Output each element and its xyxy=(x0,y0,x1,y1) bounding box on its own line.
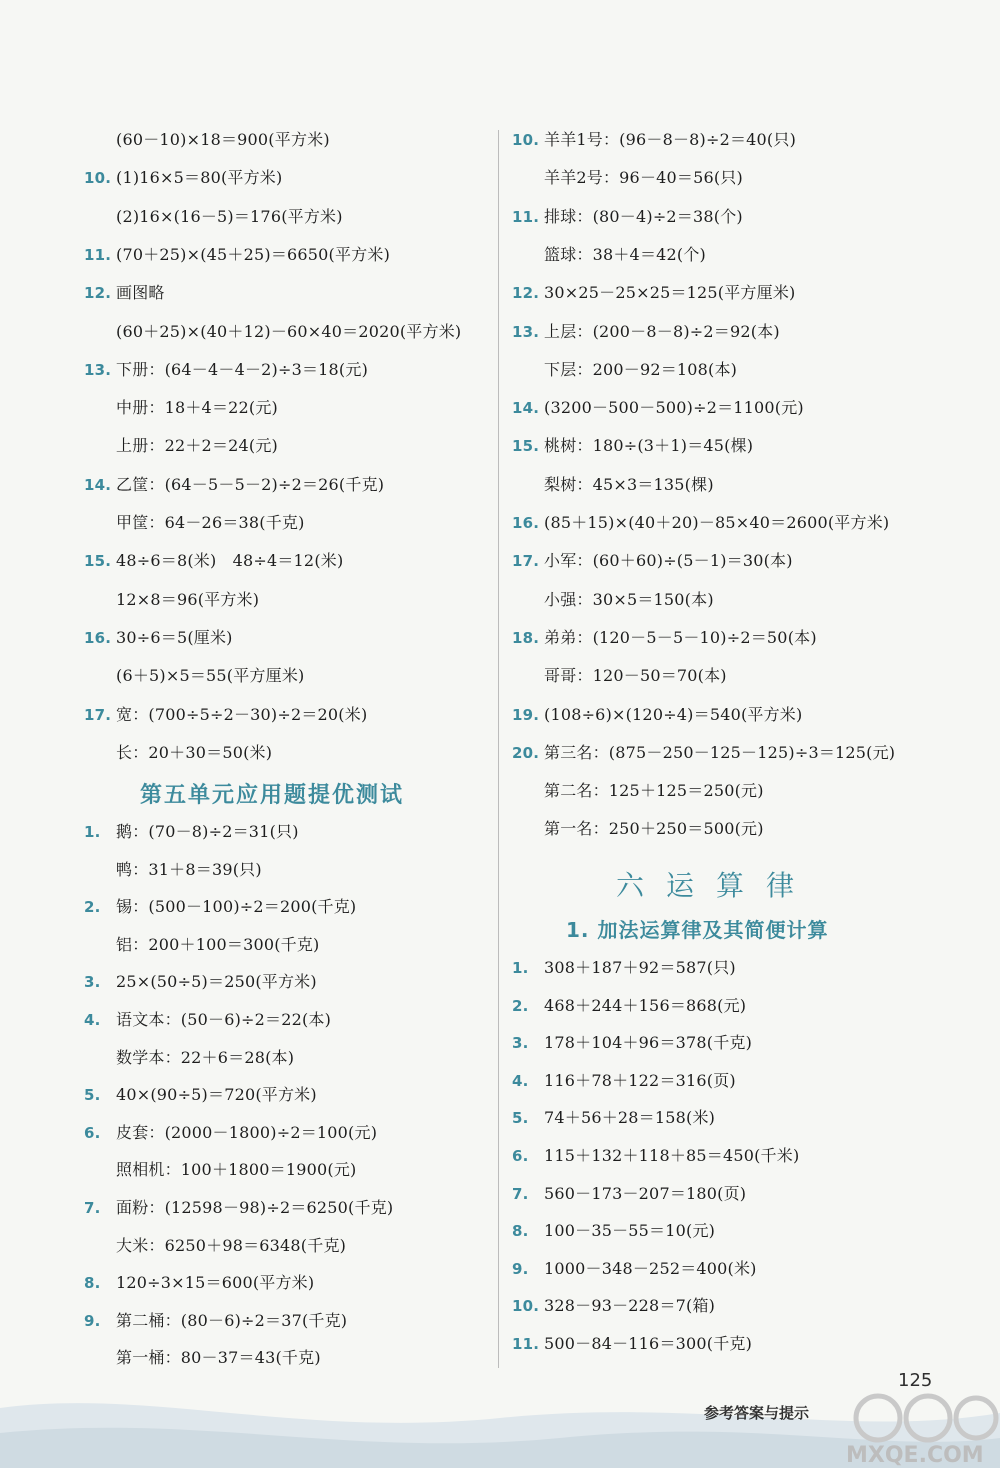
answer-line xyxy=(512,283,795,303)
answer-text: 25×(50÷5)＝250(平方米) xyxy=(116,972,317,992)
answer-text: 116＋78＋122＝316(页) xyxy=(544,1070,736,1090)
answer-line xyxy=(84,360,368,380)
answer-text: 下层：200－92＝108(本) xyxy=(544,359,738,379)
answer-text: 哥哥：120－50＝70(本) xyxy=(544,666,727,686)
answer-line xyxy=(512,513,889,533)
answer-text: 下册：(64－4－4－2)÷3＝18(元) xyxy=(116,359,369,379)
column-divider xyxy=(498,130,499,1368)
answer-text: 梨树：45×3＝135(棵) xyxy=(544,474,714,494)
answer-line xyxy=(84,398,278,418)
answer-line xyxy=(512,628,817,648)
answer-text: 皮套：(2000－1800)÷2＝100(元) xyxy=(116,1122,378,1142)
answer-line xyxy=(512,1184,746,1204)
answer-line xyxy=(84,705,367,725)
answer-text: 第一桶：80－37＝43(千克) xyxy=(116,1348,321,1368)
question-number: 19. xyxy=(512,705,540,724)
answer-line xyxy=(512,1146,799,1166)
question-number: 10. xyxy=(512,1297,540,1316)
answer-line xyxy=(512,996,746,1016)
watermark-logo xyxy=(840,1392,1000,1468)
answer-text: 小强：30×5＝150(本) xyxy=(544,589,714,609)
answer-line xyxy=(512,398,804,418)
answer-line xyxy=(84,551,343,571)
answer-text: 鹅：(70－8)÷2＝31(只) xyxy=(116,822,299,841)
answer-text: 宽：(700÷5÷2－30)÷2＝20(米) xyxy=(116,704,368,724)
answer-text: 中册：18＋4＝22(元) xyxy=(116,398,278,418)
answer-line xyxy=(84,436,278,456)
answer-line xyxy=(512,475,714,495)
answer-text: (2)16×(16－5)＝176(平方米) xyxy=(116,206,343,226)
question-number: 2. xyxy=(512,996,529,1015)
question-number: 8. xyxy=(84,1274,101,1293)
answer-text: 长：20＋30＝50(米) xyxy=(116,742,273,762)
question-number: 15. xyxy=(512,437,540,456)
answer-text: (3200－500－500)÷2＝1100(元) xyxy=(544,398,804,418)
question-number: 2. xyxy=(84,898,101,917)
answer-line xyxy=(84,513,305,533)
answer-text: 篮球：38＋4＝42(个) xyxy=(544,244,706,264)
answer-line xyxy=(84,322,461,342)
question-number: 13. xyxy=(512,322,540,341)
unit6-subheading: 1. 加法运算律及其简便计算 xyxy=(566,918,829,942)
question-number: 11. xyxy=(512,207,540,226)
answer-text: 468＋244＋156＝868(元) xyxy=(544,995,747,1015)
answer-text: 第二桶：(80－6)÷2＝37(千克) xyxy=(116,1310,348,1330)
page-number: 125 xyxy=(898,1370,933,1391)
answer-line xyxy=(84,207,343,227)
question-number: 10. xyxy=(84,169,112,188)
answer-text: 大米：6250＋98＝6348(千克) xyxy=(116,1235,347,1255)
answer-text: 178＋104＋96＝378(千克) xyxy=(544,1033,753,1053)
question-number: 9. xyxy=(84,1311,101,1330)
answer-text: 30÷6＝5(厘米) xyxy=(116,627,233,647)
answer-line xyxy=(84,1160,356,1180)
answer-text: 羊羊2号：96－40＝56(只) xyxy=(544,168,743,188)
question-number: 11. xyxy=(512,1335,540,1353)
unit5-heading: 第五单元应用题提优测试 xyxy=(140,783,405,808)
answer-line xyxy=(512,1221,715,1241)
answer-line xyxy=(84,475,384,495)
answer-text: 308＋187＋92＝587(只) xyxy=(544,958,736,977)
answer-line xyxy=(84,897,356,917)
answer-line xyxy=(84,628,233,648)
question-number: 6. xyxy=(512,1147,529,1165)
answer-text: 第三名：(875－250－125－125)÷3＝125(元) xyxy=(544,742,896,762)
answer-line xyxy=(512,1108,715,1128)
answer-line xyxy=(84,860,262,880)
answer-text: 500－84－116＝300(千克) xyxy=(544,1334,753,1353)
answer-line xyxy=(512,666,727,686)
answer-line xyxy=(84,1348,321,1368)
answer-text: (85＋15)×(40＋20)－85×40＝2600(平方米) xyxy=(544,513,890,532)
question-number: 20. xyxy=(512,743,540,762)
answer-text: 桃树：180÷(3＋1)＝45(棵) xyxy=(544,436,754,456)
answer-text: (1)16×5＝80(平方米) xyxy=(116,168,283,188)
question-number: 7. xyxy=(84,1199,101,1217)
answer-line xyxy=(512,958,736,978)
answer-text: 画图略 xyxy=(116,283,165,303)
question-number: 6. xyxy=(84,1123,101,1142)
answer-line xyxy=(84,130,330,150)
question-number: 1. xyxy=(84,823,101,841)
answer-line xyxy=(84,822,299,842)
answer-text: 照相机：100＋1800＝1900(元) xyxy=(116,1160,357,1180)
question-number: 17. xyxy=(84,705,112,724)
question-number: 3. xyxy=(512,1034,529,1053)
question-number: 5. xyxy=(512,1109,529,1128)
answer-line xyxy=(84,245,390,265)
question-number: 3. xyxy=(84,973,101,992)
answer-line xyxy=(512,322,780,342)
watermark-text: MXQE.COM xyxy=(846,1443,984,1468)
question-number: 11. xyxy=(84,245,112,264)
answer-line xyxy=(512,743,895,763)
answer-text: 铝：200＋100＝300(千克) xyxy=(116,934,320,954)
answer-text: 弟弟：(120－5－5－10)÷2＝50(本) xyxy=(544,627,817,647)
answer-text: 乙筐：(64－5－5－2)÷2＝26(千克) xyxy=(116,474,385,494)
answer-text: 上册：22＋2＝24(元) xyxy=(116,436,278,456)
answer-line xyxy=(512,1296,715,1316)
answer-line xyxy=(84,1085,317,1105)
footer-label: 参考答案与提示 xyxy=(704,1404,810,1422)
answer-text: 12×8＝96(平方米) xyxy=(116,589,260,609)
answer-line xyxy=(512,245,706,265)
answer-line xyxy=(84,666,304,686)
answer-text: 560－173－207＝180(页) xyxy=(544,1183,747,1203)
answer-line xyxy=(512,436,753,456)
answer-text: 小军：(60＋60)÷(5－1)＝30(本) xyxy=(544,551,793,571)
unit6-heading: 六运算律 xyxy=(616,869,817,902)
answer-text: 328－93－228＝7(箱) xyxy=(544,1296,716,1316)
answer-line xyxy=(84,1010,331,1030)
question-number: 16. xyxy=(512,514,540,532)
answer-text: 74＋56＋28＝158(米) xyxy=(544,1108,716,1128)
answer-line xyxy=(84,1311,347,1331)
answer-text: 第一名：250＋250＝500(元) xyxy=(544,819,764,839)
answer-text: 数学本：22＋6＝28(本) xyxy=(116,1047,295,1067)
question-number: 5. xyxy=(84,1086,101,1105)
question-number: 4. xyxy=(84,1011,101,1029)
question-number: 15. xyxy=(84,552,112,571)
answer-text: 甲筐：64－26＝38(千克) xyxy=(116,513,305,532)
answer-text: 120÷3×15＝600(平方米) xyxy=(116,1273,315,1293)
answer-text: 100－35－55＝10(元) xyxy=(544,1221,716,1241)
question-number: 18. xyxy=(512,628,540,647)
question-number: 7. xyxy=(512,1184,529,1203)
answer-line xyxy=(512,1071,736,1091)
answer-text: 排球：(80－4)÷2＝38(个) xyxy=(544,206,743,226)
answer-text: 语文本：(50－6)÷2＝22(本) xyxy=(116,1010,332,1029)
answer-line xyxy=(512,819,764,839)
answer-text: 鸭：31＋8＝39(只) xyxy=(116,859,262,879)
answer-text: 48÷6＝8(米) 48÷4＝12(米) xyxy=(116,551,344,571)
answer-text: 羊羊1号：(96－8－8)÷2＝40(只) xyxy=(544,130,797,149)
question-number: 4. xyxy=(512,1071,529,1090)
answer-line xyxy=(512,590,714,610)
question-number: 1. xyxy=(512,959,529,977)
answer-text: 面粉：(12598－98)÷2＝6250(千克) xyxy=(116,1198,394,1217)
question-number: 13. xyxy=(84,360,112,379)
question-number: 14. xyxy=(512,399,540,418)
answer-line xyxy=(84,1273,314,1293)
answer-text: 30×25－25×25＝125(平方厘米) xyxy=(544,283,796,303)
question-number: 10. xyxy=(512,131,540,149)
answer-line xyxy=(512,1033,752,1053)
answer-line xyxy=(512,1259,757,1279)
question-number: 16. xyxy=(84,628,112,647)
answer-line xyxy=(84,1123,377,1143)
answer-line xyxy=(84,1236,346,1256)
question-number: 12. xyxy=(512,284,540,303)
answer-text: 第二名：125＋125＝250(元) xyxy=(544,781,764,801)
answer-text: 上层：(200－8－8)÷2＝92(本) xyxy=(544,321,780,341)
answer-line xyxy=(512,551,793,571)
answer-line xyxy=(512,705,802,725)
answer-text: (60＋25)×(40＋12)－60×40＝2020(平方米) xyxy=(116,321,462,341)
answer-text: (70＋25)×(45＋25)＝6650(平方米) xyxy=(116,244,391,264)
answer-text: 1000－348－252＝400(米) xyxy=(544,1258,757,1278)
question-number: 9. xyxy=(512,1259,529,1278)
answer-line xyxy=(512,1334,752,1354)
answer-line xyxy=(84,935,320,955)
answer-line xyxy=(512,781,764,801)
answer-line xyxy=(512,207,743,227)
answer-text: 锡：(500－100)÷2＝200(千克) xyxy=(116,897,357,917)
answer-line xyxy=(512,168,743,188)
answer-line xyxy=(84,743,272,763)
question-number: 12. xyxy=(84,284,112,303)
answer-text: (108÷6)×(120÷4)＝540(平方米) xyxy=(544,704,803,724)
answer-line xyxy=(512,360,737,380)
answer-text: (6＋5)×5＝55(平方厘米) xyxy=(116,666,305,686)
answer-line xyxy=(512,130,796,150)
answer-text: (60－10)×18＝900(平方米) xyxy=(116,130,330,149)
answer-line xyxy=(84,590,259,610)
answer-text: 115＋132＋118＋85＝450(千米) xyxy=(544,1146,800,1165)
answer-line xyxy=(84,283,165,303)
question-number: 14. xyxy=(84,475,112,494)
answer-line xyxy=(84,168,282,188)
question-number: 8. xyxy=(512,1222,529,1241)
answer-line xyxy=(84,972,317,992)
question-number: 17. xyxy=(512,552,540,571)
answer-text: 40×(90÷5)＝720(平方米) xyxy=(116,1085,317,1105)
answer-line xyxy=(84,1048,294,1068)
answer-line xyxy=(84,1198,393,1218)
